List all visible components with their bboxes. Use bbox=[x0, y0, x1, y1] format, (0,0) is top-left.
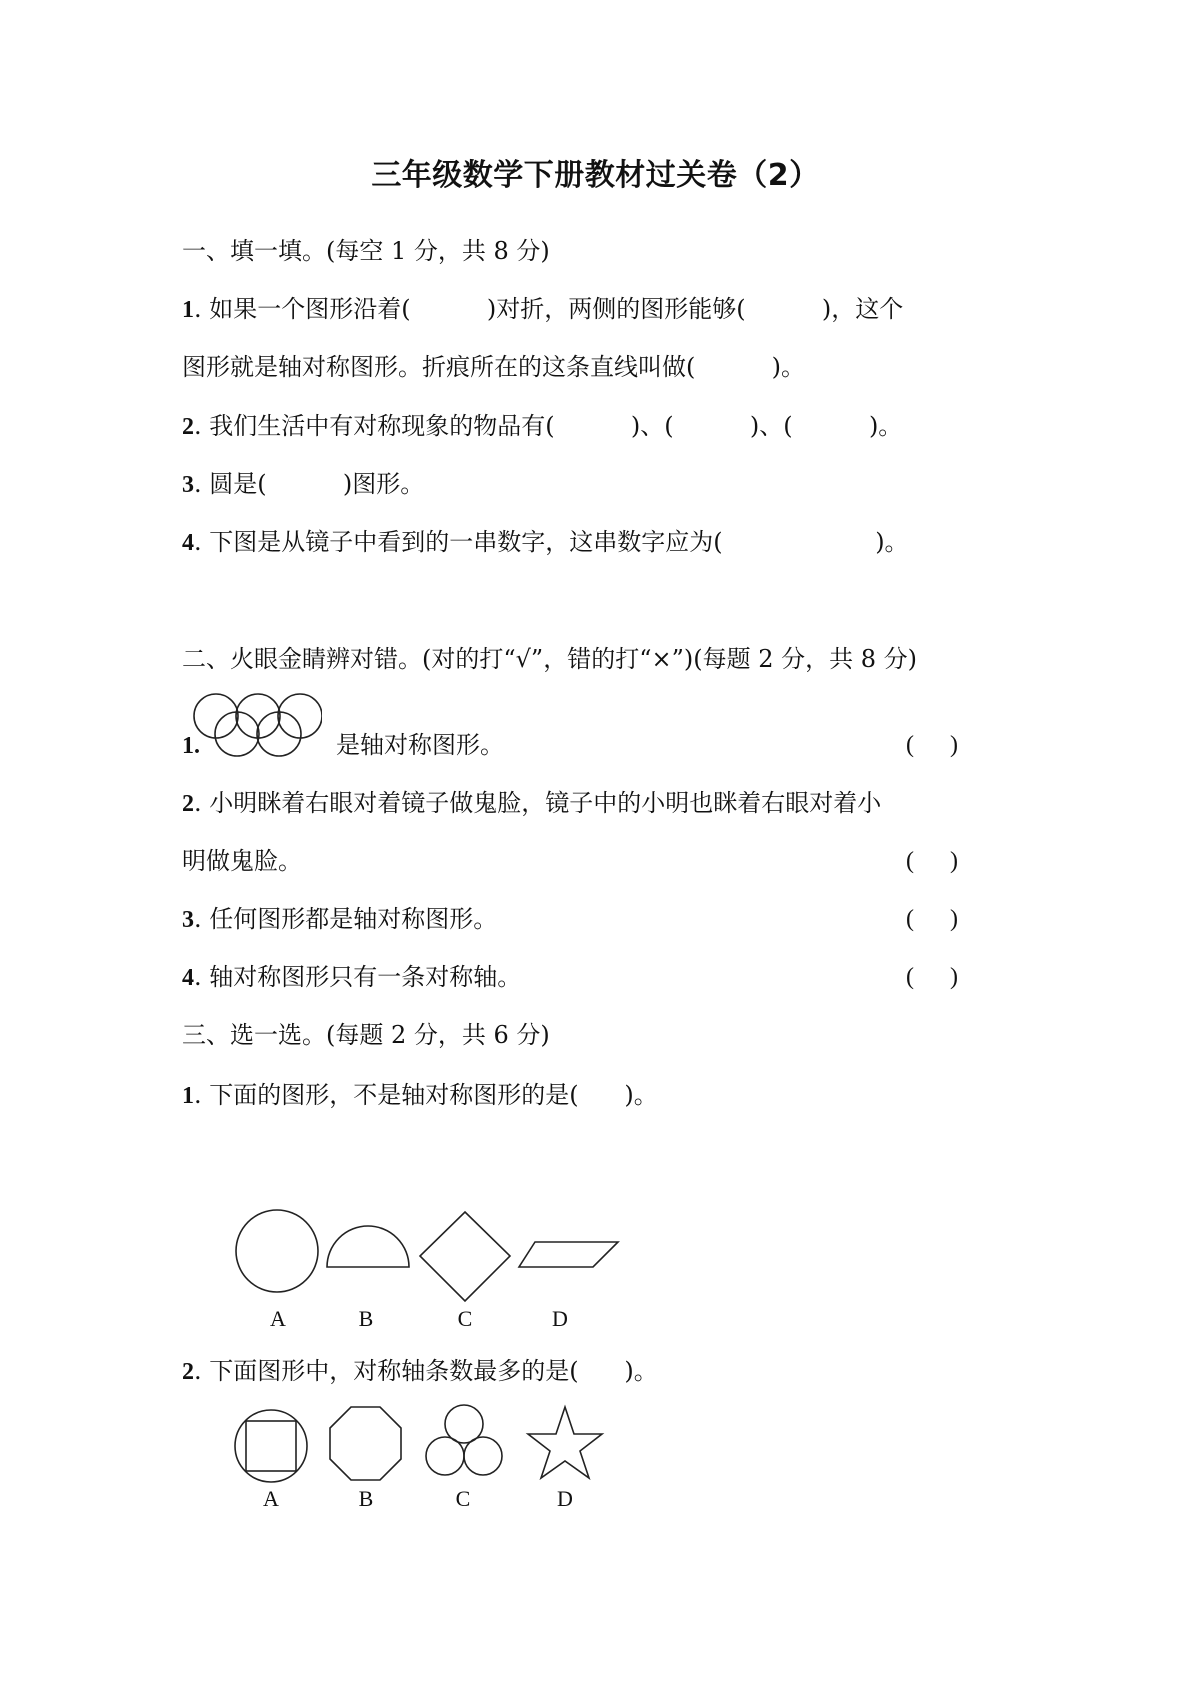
question-number: 2 bbox=[182, 1359, 194, 1385]
question-text: . 我们生活中有对称现象的物品有( )、( )、( )。 bbox=[194, 412, 903, 440]
s1-q2 bbox=[182, 411, 902, 442]
option-label: C bbox=[457, 1306, 473, 1331]
s1-q1-line1 bbox=[182, 294, 903, 325]
question-text: . 轴对称图形只有一条对称轴。 bbox=[194, 963, 522, 991]
question-text: . 如果一个图形沿着( )对折，两侧的图形能够( )，这个 bbox=[194, 295, 904, 323]
question-text: . 下面的图形，不是轴对称图形的是( )。 bbox=[194, 1081, 658, 1109]
star-icon bbox=[528, 1407, 602, 1478]
parallelogram-icon bbox=[519, 1242, 618, 1267]
question-number: 2 bbox=[182, 791, 194, 817]
question-number: 1. bbox=[182, 733, 200, 759]
s2-q2-line1 bbox=[182, 788, 881, 819]
answer-blank[interactable]: ( ) bbox=[906, 848, 958, 874]
answer-blank[interactable]: ( ) bbox=[906, 964, 958, 990]
s3-q2-shapes bbox=[200, 1400, 620, 1490]
option-label: B bbox=[358, 1306, 374, 1331]
question-number: 4 bbox=[182, 530, 194, 556]
circle-icon bbox=[236, 1210, 318, 1292]
s3-q2 bbox=[182, 1356, 658, 1387]
option-label: A bbox=[270, 1306, 286, 1331]
option-label: B bbox=[358, 1486, 374, 1511]
question-text: . 圆是( )图形。 bbox=[194, 470, 425, 498]
s3-q1-shapes bbox=[200, 1200, 620, 1310]
question-text: . 小明眯着右眼对着镜子做鬼脸，镜子中的小明也眯着右眼对着小 bbox=[194, 789, 882, 817]
question-text: 是轴对称图形。 bbox=[336, 731, 504, 759]
s3-q1 bbox=[182, 1080, 658, 1111]
s2-q1 bbox=[182, 730, 504, 761]
answer-blank[interactable]: ( ) bbox=[906, 906, 958, 932]
square-in-circle-icon bbox=[235, 1410, 307, 1482]
s2-q2-line2: 明做鬼脸。 bbox=[182, 847, 302, 875]
question-number: 2 bbox=[182, 414, 194, 440]
s2-q4 bbox=[182, 962, 521, 993]
question-number: 4 bbox=[182, 965, 194, 991]
s1-q1-line2: 图形就是轴对称图形。折痕所在的这条直线叫做( )。 bbox=[182, 353, 806, 381]
section1-heading: 一、填一填。(每空 1 分，共 8 分) bbox=[182, 237, 550, 265]
answer-blank[interactable]: ( ) bbox=[906, 732, 958, 758]
octagon-icon bbox=[330, 1407, 401, 1480]
question-text: . 下图是从镜子中看到的一串数字，这串数字应为( )。 bbox=[194, 528, 909, 556]
question-number: 3 bbox=[182, 907, 194, 933]
page-title: 三年级数学下册教材过关卷（2） bbox=[371, 158, 820, 193]
option-label: A bbox=[263, 1486, 279, 1511]
question-number: 1 bbox=[182, 1083, 194, 1109]
question-number: 3 bbox=[182, 472, 194, 498]
three-circles-icon bbox=[426, 1405, 502, 1475]
option-label: D bbox=[552, 1306, 568, 1331]
s2-q3 bbox=[182, 904, 497, 935]
diamond-icon bbox=[420, 1212, 510, 1301]
question-number: 1 bbox=[182, 297, 194, 323]
question-text: . 下面图形中，对称轴条数最多的是( )。 bbox=[194, 1357, 658, 1385]
option-label: D bbox=[557, 1486, 573, 1511]
option-label: C bbox=[455, 1486, 471, 1511]
question-text: . 任何图形都是轴对称图形。 bbox=[194, 905, 498, 933]
s1-q3 bbox=[182, 469, 424, 500]
s1-q4 bbox=[182, 527, 909, 558]
section3-heading: 三、选一选。(每题 2 分，共 6 分) bbox=[182, 1021, 550, 1049]
section2-heading: 二、火眼金睛辨对错。(对的打“√”，错的打“×”)(每题 2 分，共 8 分) bbox=[182, 645, 917, 673]
semicircle-icon bbox=[327, 1226, 409, 1267]
